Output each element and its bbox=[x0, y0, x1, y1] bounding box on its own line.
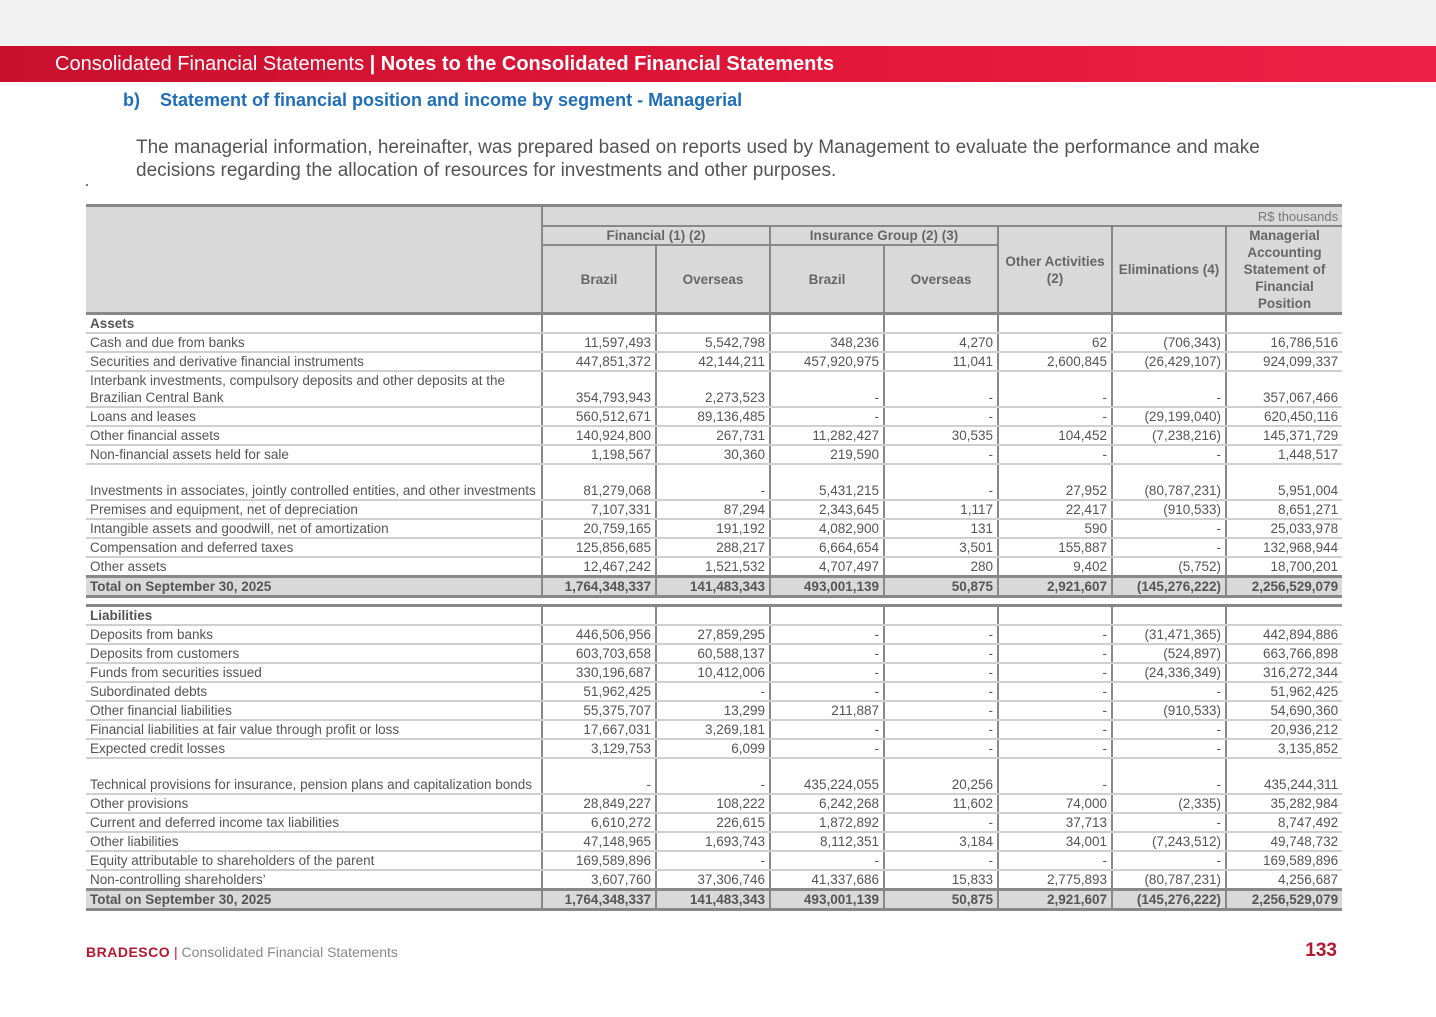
row-value: 74,000 bbox=[998, 794, 1112, 813]
row-value: 25,033,978 bbox=[1226, 519, 1342, 538]
row-value: 457,920,975 bbox=[770, 352, 884, 371]
row-value: - bbox=[884, 407, 998, 426]
row-value: 1,764,348,337 bbox=[542, 890, 656, 910]
row-value: 20,936,212 bbox=[1226, 720, 1342, 739]
row-value: 49,748,732 bbox=[1226, 832, 1342, 851]
row-value: 54,690,360 bbox=[1226, 701, 1342, 720]
row-label: Intangible assets and goodwill, net of amortization bbox=[86, 519, 542, 538]
row-value: 37,306,746 bbox=[656, 870, 770, 890]
row-value: 12,467,242 bbox=[542, 557, 656, 577]
empty-cell bbox=[1112, 606, 1226, 626]
row-label: Subordinated debts bbox=[86, 682, 542, 701]
empty-cell bbox=[542, 314, 656, 334]
row-value: - bbox=[884, 625, 998, 644]
units-label: R$ thousands bbox=[542, 206, 1342, 227]
row-value: 3,607,760 bbox=[542, 870, 656, 890]
row-value: - bbox=[770, 739, 884, 758]
row-value: 11,041 bbox=[884, 352, 998, 371]
row-value: (7,238,216) bbox=[1112, 426, 1226, 445]
row-value: 30,535 bbox=[884, 426, 998, 445]
total-row bbox=[86, 577, 1342, 597]
row-value: - bbox=[884, 663, 998, 682]
row-value: - bbox=[884, 445, 998, 464]
row-value: - bbox=[1112, 813, 1226, 832]
table-row bbox=[86, 333, 1342, 352]
row-value: 1,521,532 bbox=[656, 557, 770, 577]
col-insurance-overseas: Overseas bbox=[884, 245, 998, 314]
row-value: 2,273,523 bbox=[656, 371, 770, 407]
table-row bbox=[86, 701, 1342, 720]
row-value: 34,001 bbox=[998, 832, 1112, 851]
row-value: 8,747,492 bbox=[1226, 813, 1342, 832]
row-value: 3,269,181 bbox=[656, 720, 770, 739]
row-label: Total on September 30, 2025 bbox=[86, 577, 542, 597]
row-value: 42,144,211 bbox=[656, 352, 770, 371]
row-label: Non-controlling shareholders’ bbox=[86, 870, 542, 890]
row-value: 132,968,944 bbox=[1226, 538, 1342, 557]
row-value: 493,001,139 bbox=[770, 577, 884, 597]
row-label: Expected credit losses bbox=[86, 739, 542, 758]
total-row bbox=[86, 890, 1342, 910]
row-value: - bbox=[770, 407, 884, 426]
empty-cell bbox=[884, 606, 998, 626]
row-value: - bbox=[884, 851, 998, 870]
row-value: 663,766,898 bbox=[1226, 644, 1342, 663]
row-label: Total on September 30, 2025 bbox=[86, 890, 542, 910]
row-value: 81,279,068 bbox=[542, 464, 656, 500]
footer-title: Consolidated Financial Statements bbox=[181, 944, 398, 960]
header-separator: | bbox=[364, 53, 381, 75]
row-value: 620,450,116 bbox=[1226, 407, 1342, 426]
row-value: - bbox=[884, 371, 998, 407]
row-value: 3,501 bbox=[884, 538, 998, 557]
table-row bbox=[86, 758, 1342, 794]
row-value: - bbox=[884, 464, 998, 500]
row-value: 4,270 bbox=[884, 333, 998, 352]
row-label: Deposits from customers bbox=[86, 644, 542, 663]
row-value: - bbox=[1112, 371, 1226, 407]
row-value: 50,875 bbox=[884, 577, 998, 597]
row-value: 280 bbox=[884, 557, 998, 577]
row-value: 1,693,743 bbox=[656, 832, 770, 851]
row-value: 357,067,466 bbox=[1226, 371, 1342, 407]
row-value: (145,276,222) bbox=[1112, 890, 1226, 910]
row-label: Current and deferred income tax liabilities bbox=[86, 813, 542, 832]
row-value: - bbox=[998, 371, 1112, 407]
row-label: Other assets bbox=[86, 557, 542, 577]
row-value: - bbox=[656, 464, 770, 500]
row-value: - bbox=[884, 644, 998, 663]
row-value: 20,256 bbox=[884, 758, 998, 794]
row-label: Other financial assets bbox=[86, 426, 542, 445]
row-value: 141,483,343 bbox=[656, 577, 770, 597]
col-insurance-brazil: Brazil bbox=[770, 245, 884, 314]
row-value: 2,921,607 bbox=[998, 890, 1112, 910]
row-value: - bbox=[884, 720, 998, 739]
footer-brand: BRADESCO bbox=[86, 944, 171, 960]
row-value: 35,282,984 bbox=[1226, 794, 1342, 813]
spacer-cell bbox=[86, 597, 1342, 606]
empty-cell bbox=[998, 314, 1112, 334]
row-value: 8,112,351 bbox=[770, 832, 884, 851]
row-value: - bbox=[884, 739, 998, 758]
row-value: 2,256,529,079 bbox=[1226, 890, 1342, 910]
row-value: 131 bbox=[884, 519, 998, 538]
row-value: - bbox=[998, 445, 1112, 464]
section-heading bbox=[123, 90, 742, 111]
row-label: Other liabilities bbox=[86, 832, 542, 851]
row-value: - bbox=[656, 758, 770, 794]
header-blank-cell bbox=[86, 206, 542, 314]
row-value: 10,412,006 bbox=[656, 663, 770, 682]
empty-cell bbox=[770, 314, 884, 334]
empty-cell bbox=[884, 314, 998, 334]
col-other-activities: Other Activities (2) bbox=[998, 226, 1112, 314]
row-value: - bbox=[884, 682, 998, 701]
header-banner bbox=[0, 46, 1436, 82]
table-row bbox=[86, 625, 1342, 644]
footer-separator: | bbox=[170, 944, 182, 960]
table-body bbox=[86, 314, 1342, 910]
row-value: 87,294 bbox=[656, 500, 770, 519]
row-value: 1,872,892 bbox=[770, 813, 884, 832]
row-value: 145,371,729 bbox=[1226, 426, 1342, 445]
row-value: 89,136,485 bbox=[656, 407, 770, 426]
row-value: 4,707,497 bbox=[770, 557, 884, 577]
row-value: (29,199,040) bbox=[1112, 407, 1226, 426]
row-label: Technical provisions for insurance, pension plans and capitalization bonds bbox=[86, 758, 542, 794]
table-row bbox=[86, 870, 1342, 890]
liabilities-heading-label: Liabilities bbox=[86, 606, 542, 626]
row-value: (524,897) bbox=[1112, 644, 1226, 663]
row-value: - bbox=[998, 407, 1112, 426]
row-value: 27,859,295 bbox=[656, 625, 770, 644]
row-value: 5,951,004 bbox=[1226, 464, 1342, 500]
row-value: 330,196,687 bbox=[542, 663, 656, 682]
table-row bbox=[86, 644, 1342, 663]
table-row bbox=[86, 557, 1342, 577]
row-value: 3,135,852 bbox=[1226, 739, 1342, 758]
table-row bbox=[86, 519, 1342, 538]
row-value: 169,589,896 bbox=[1226, 851, 1342, 870]
empty-cell bbox=[998, 606, 1112, 626]
row-value: 5,542,798 bbox=[656, 333, 770, 352]
top-strip bbox=[0, 0, 1436, 46]
row-value: 603,703,658 bbox=[542, 644, 656, 663]
row-value: 22,417 bbox=[998, 500, 1112, 519]
assets-heading-label: Assets bbox=[86, 314, 542, 334]
footer bbox=[86, 944, 398, 960]
row-value: - bbox=[998, 720, 1112, 739]
empty-cell bbox=[542, 606, 656, 626]
row-value: 2,343,645 bbox=[770, 500, 884, 519]
row-label: Interbank investments, compulsory deposits and other deposits at the Brazilian Central Bank bbox=[86, 371, 542, 407]
section-title: Statement of financial position and income by segment - Managerial bbox=[160, 90, 743, 110]
row-value: 104,452 bbox=[998, 426, 1112, 445]
row-value: - bbox=[770, 663, 884, 682]
row-value: (910,533) bbox=[1112, 701, 1226, 720]
col-eliminations: Eliminations (4) bbox=[1112, 226, 1226, 314]
row-value: 924,099,337 bbox=[1226, 352, 1342, 371]
row-value: 267,731 bbox=[656, 426, 770, 445]
row-value: 6,242,268 bbox=[770, 794, 884, 813]
row-value: 3,184 bbox=[884, 832, 998, 851]
row-value: 6,610,272 bbox=[542, 813, 656, 832]
row-value: 3,129,753 bbox=[542, 739, 656, 758]
row-value: (24,336,349) bbox=[1112, 663, 1226, 682]
row-value: (80,787,231) bbox=[1112, 870, 1226, 890]
row-value: - bbox=[770, 682, 884, 701]
row-value: (31,471,365) bbox=[1112, 625, 1226, 644]
row-value: 141,483,343 bbox=[656, 890, 770, 910]
row-value: - bbox=[998, 701, 1112, 720]
row-value: 211,887 bbox=[770, 701, 884, 720]
row-value: 13,299 bbox=[656, 701, 770, 720]
row-value: 8,651,271 bbox=[1226, 500, 1342, 519]
table-row bbox=[86, 832, 1342, 851]
table-row bbox=[86, 464, 1342, 500]
header-section: Consolidated Financial Statements bbox=[55, 53, 365, 75]
empty-cell bbox=[1226, 314, 1342, 334]
row-value: 446,506,956 bbox=[542, 625, 656, 644]
row-value: (7,243,512) bbox=[1112, 832, 1226, 851]
row-value: 1,117 bbox=[884, 500, 998, 519]
row-value: 140,924,800 bbox=[542, 426, 656, 445]
row-value: - bbox=[998, 758, 1112, 794]
section-spacer bbox=[86, 597, 1342, 606]
row-value: 11,602 bbox=[884, 794, 998, 813]
row-value: - bbox=[656, 851, 770, 870]
table-row bbox=[86, 813, 1342, 832]
row-value: 28,849,227 bbox=[542, 794, 656, 813]
row-value: 348,236 bbox=[770, 333, 884, 352]
empty-cell bbox=[1112, 314, 1226, 334]
row-value: 493,001,139 bbox=[770, 890, 884, 910]
row-value: - bbox=[770, 720, 884, 739]
row-value: 16,786,516 bbox=[1226, 333, 1342, 352]
group-insurance: Insurance Group (2) (3) bbox=[770, 226, 998, 245]
row-value: 9,402 bbox=[998, 557, 1112, 577]
row-value: (145,276,222) bbox=[1112, 577, 1226, 597]
intro-paragraph: The managerial information, hereinafter, was prepared based on reports used by Management to evaluate the performance and make decisions regarding the allocation of resources for investments and other purposes. bbox=[136, 137, 1260, 181]
row-value: 2,921,607 bbox=[998, 577, 1112, 597]
row-value: 108,222 bbox=[656, 794, 770, 813]
row-value: - bbox=[998, 625, 1112, 644]
row-value: - bbox=[1112, 445, 1226, 464]
row-value: 2,775,893 bbox=[998, 870, 1112, 890]
row-value: 55,375,707 bbox=[542, 701, 656, 720]
table-row bbox=[86, 371, 1342, 407]
table-row bbox=[86, 720, 1342, 739]
table-row bbox=[86, 445, 1342, 464]
table-row bbox=[86, 682, 1342, 701]
row-value: (5,752) bbox=[1112, 557, 1226, 577]
segment-table bbox=[86, 204, 1342, 911]
row-value: - bbox=[1112, 519, 1226, 538]
row-value: 11,597,493 bbox=[542, 333, 656, 352]
row-value: 354,793,943 bbox=[542, 371, 656, 407]
row-value: 590 bbox=[998, 519, 1112, 538]
table-row bbox=[86, 426, 1342, 445]
row-value: 1,198,567 bbox=[542, 445, 656, 464]
row-value: - bbox=[770, 851, 884, 870]
row-value: 125,856,685 bbox=[542, 538, 656, 557]
row-value: (706,343) bbox=[1112, 333, 1226, 352]
row-value: 20,759,165 bbox=[542, 519, 656, 538]
table-row bbox=[86, 500, 1342, 519]
row-value: 47,148,965 bbox=[542, 832, 656, 851]
row-value: 17,667,031 bbox=[542, 720, 656, 739]
table-row bbox=[86, 538, 1342, 557]
row-value: 6,099 bbox=[656, 739, 770, 758]
group-financial: Financial (1) (2) bbox=[542, 226, 770, 245]
row-value: - bbox=[1112, 538, 1226, 557]
row-label: Funds from securities issued bbox=[86, 663, 542, 682]
empty-cell bbox=[656, 606, 770, 626]
row-value: - bbox=[1112, 758, 1226, 794]
table-row bbox=[86, 407, 1342, 426]
row-label: Deposits from banks bbox=[86, 625, 542, 644]
row-label: Cash and due from banks bbox=[86, 333, 542, 352]
row-value: 7,107,331 bbox=[542, 500, 656, 519]
col-managerial: Managerial Accounting Statement of Financial Position bbox=[1226, 226, 1342, 314]
row-value: 2,600,845 bbox=[998, 352, 1112, 371]
row-value: 219,590 bbox=[770, 445, 884, 464]
row-value: - bbox=[884, 701, 998, 720]
row-label: Other financial liabilities bbox=[86, 701, 542, 720]
table-row bbox=[86, 352, 1342, 371]
empty-cell bbox=[1226, 606, 1342, 626]
row-value: 191,192 bbox=[656, 519, 770, 538]
col-financial-brazil: Brazil bbox=[542, 245, 656, 314]
empty-cell bbox=[770, 606, 884, 626]
row-value: - bbox=[884, 813, 998, 832]
row-label: Loans and leases bbox=[86, 407, 542, 426]
row-value: 4,082,900 bbox=[770, 519, 884, 538]
table-row bbox=[86, 663, 1342, 682]
row-value: - bbox=[998, 739, 1112, 758]
liabilities-heading bbox=[86, 606, 1342, 626]
page-number: 133 bbox=[1305, 940, 1337, 961]
row-value: 18,700,201 bbox=[1226, 557, 1342, 577]
row-value: - bbox=[770, 625, 884, 644]
row-value: - bbox=[998, 644, 1112, 663]
row-value: 6,664,654 bbox=[770, 538, 884, 557]
row-label: Compensation and deferred taxes bbox=[86, 538, 542, 557]
row-value: - bbox=[770, 371, 884, 407]
section-letter: b) bbox=[123, 90, 140, 110]
row-label: Other provisions bbox=[86, 794, 542, 813]
row-value: 169,589,896 bbox=[542, 851, 656, 870]
row-value: 1,448,517 bbox=[1226, 445, 1342, 464]
row-value: - bbox=[998, 663, 1112, 682]
row-value: 30,360 bbox=[656, 445, 770, 464]
row-value: 5,431,215 bbox=[770, 464, 884, 500]
table-row bbox=[86, 851, 1342, 870]
col-financial-overseas: Overseas bbox=[656, 245, 770, 314]
row-value: 51,962,425 bbox=[1226, 682, 1342, 701]
row-label: Premises and equipment, net of depreciation bbox=[86, 500, 542, 519]
row-value: 316,272,344 bbox=[1226, 663, 1342, 682]
row-value: - bbox=[656, 682, 770, 701]
row-value: 11,282,427 bbox=[770, 426, 884, 445]
row-value: 50,875 bbox=[884, 890, 998, 910]
row-value: - bbox=[1112, 682, 1226, 701]
row-value: 4,256,687 bbox=[1226, 870, 1342, 890]
row-value: - bbox=[542, 758, 656, 794]
row-value: 37,713 bbox=[998, 813, 1112, 832]
row-value: (26,429,107) bbox=[1112, 352, 1226, 371]
assets-heading bbox=[86, 314, 1342, 334]
row-value: - bbox=[1112, 851, 1226, 870]
row-label: Financial liabilities at fair value through profit or loss bbox=[86, 720, 542, 739]
table-row bbox=[86, 794, 1342, 813]
row-value: 1,764,348,337 bbox=[542, 577, 656, 597]
row-value: 288,217 bbox=[656, 538, 770, 557]
row-label: Securities and derivative financial instruments bbox=[86, 352, 542, 371]
row-label: Equity attributable to shareholders of the parent bbox=[86, 851, 542, 870]
row-value: 15,833 bbox=[884, 870, 998, 890]
table-row bbox=[86, 739, 1342, 758]
row-label: Investments in associates, jointly controlled entities, and other investments bbox=[86, 464, 542, 500]
row-value: 51,962,425 bbox=[542, 682, 656, 701]
row-value: - bbox=[998, 851, 1112, 870]
row-value: - bbox=[1112, 720, 1226, 739]
row-value: (80,787,231) bbox=[1112, 464, 1226, 500]
row-value: - bbox=[1112, 739, 1226, 758]
stray-dot bbox=[86, 184, 88, 186]
row-value: 41,337,686 bbox=[770, 870, 884, 890]
row-value: 60,588,137 bbox=[656, 644, 770, 663]
row-value: 62 bbox=[998, 333, 1112, 352]
row-value: 226,615 bbox=[656, 813, 770, 832]
row-value: 442,894,886 bbox=[1226, 625, 1342, 644]
row-value: 447,851,372 bbox=[542, 352, 656, 371]
row-label: Non-financial assets held for sale bbox=[86, 445, 542, 464]
empty-cell bbox=[656, 314, 770, 334]
row-value: 560,512,671 bbox=[542, 407, 656, 426]
row-value: (2,335) bbox=[1112, 794, 1226, 813]
row-value: 2,256,529,079 bbox=[1226, 577, 1342, 597]
row-value: 155,887 bbox=[998, 538, 1112, 557]
row-value: (910,533) bbox=[1112, 500, 1226, 519]
row-value: 435,244,311 bbox=[1226, 758, 1342, 794]
row-value: 435,224,055 bbox=[770, 758, 884, 794]
row-value: 27,952 bbox=[998, 464, 1112, 500]
row-value: - bbox=[770, 644, 884, 663]
header-subsection: Notes to the Consolidated Financial Statements bbox=[380, 53, 835, 75]
row-value: - bbox=[998, 682, 1112, 701]
